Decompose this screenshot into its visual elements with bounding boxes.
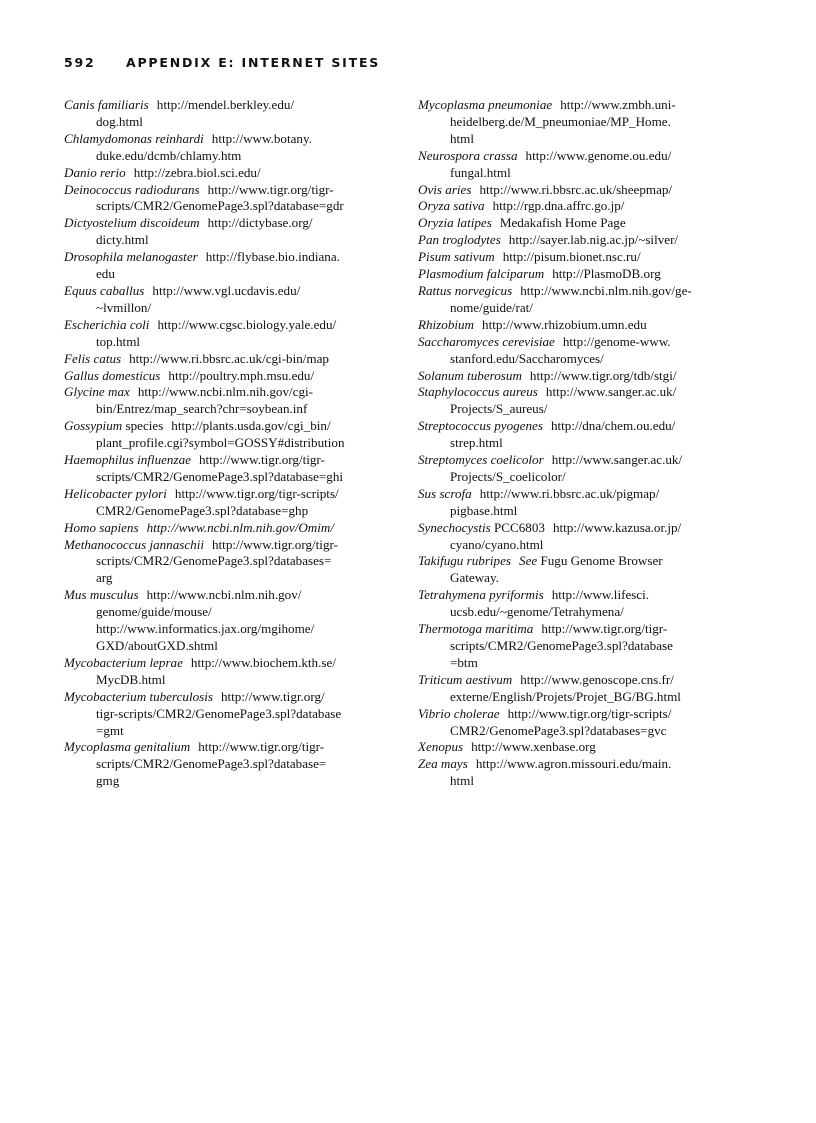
- directory-entry: [418, 486, 758, 520]
- directory-entry: [64, 520, 402, 537]
- site-url: http://rgp.dna.affrc.go.jp/: [492, 198, 625, 214]
- site-url: strep.html: [450, 435, 503, 451]
- site-url: http://www.tigr.org/tigr-: [212, 536, 338, 552]
- site-url: stanford.edu/Saccharomyces/: [450, 350, 604, 366]
- organism-name: Vibrio cholerae: [418, 705, 500, 721]
- organism-name: Triticum aestivum: [418, 671, 513, 687]
- organism-name: Gossypium: [64, 418, 123, 434]
- site-url: Projects/S_coelicolor/: [450, 468, 566, 484]
- directory-entry: [64, 97, 402, 131]
- site-url: http://www.ri.bbsrc.ac.uk/sheepmap/: [479, 181, 673, 197]
- directory-entry: [418, 334, 758, 368]
- site-url: http://www.cgsc.biology.yale.edu/: [157, 316, 337, 332]
- organism-name: Streptococcus pyogenes: [418, 418, 543, 434]
- site-url: http://www.genome.ou.edu/: [525, 147, 672, 163]
- site-url: Projects/S_aureus/: [450, 401, 548, 417]
- site-url: http://www.rhizobium.umn.edu: [482, 316, 647, 332]
- organism-name: Solanum tuberosum: [418, 367, 522, 383]
- organism-name: Synechocystis: [418, 519, 491, 535]
- organism-name: Homo sapiens: [64, 519, 139, 535]
- organism-name: Deinococcus radiodurans: [64, 181, 200, 197]
- directory-entry: [64, 452, 402, 486]
- site-url: http://www.lifesci.: [551, 587, 650, 603]
- directory-entry: [64, 249, 402, 283]
- site-url: scripts/CMR2/GenomePage3.spl?database=ghi: [96, 468, 344, 484]
- organism-name: Haemophilus influenzae: [64, 452, 191, 468]
- organism-name: Helicobacter pylori: [64, 485, 167, 501]
- site-url: http://dna/chem.ou.edu/: [550, 418, 676, 434]
- organism-name: Mycobacterium tuberculosis: [64, 688, 213, 704]
- site-url: http://www.agron.missouri.edu/main.: [475, 756, 672, 772]
- site-url: http://www.ncbi.nlm.nih.gov/: [146, 587, 302, 603]
- directory-entry: [418, 553, 758, 587]
- directory-entry: [418, 739, 758, 756]
- directory-entry: [64, 317, 402, 351]
- organism-name: Methanococcus jannaschii: [64, 536, 204, 552]
- directory-entry: [418, 283, 758, 317]
- see-reference: See: [519, 553, 538, 569]
- directory-entry: [418, 384, 758, 418]
- site-url: http://www.tigr.org/tigr-scripts/: [174, 485, 339, 501]
- site-url: http://www.ncbi.nlm.nih.gov/cgi-: [137, 384, 313, 400]
- site-url: =btm: [450, 654, 478, 670]
- organism-name: Escherichia coli: [64, 316, 150, 332]
- directory-entry: [64, 587, 402, 655]
- site-url: http://www.vgl.ucdavis.edu/: [152, 282, 301, 298]
- site-url: http://sayer.lab.nig.ac.jp/~silver/: [508, 232, 679, 248]
- site-url: GXD/aboutGXD.shtml: [96, 638, 218, 653]
- directory-entry: [64, 739, 402, 790]
- site-url: =gmt: [96, 722, 124, 738]
- directory-entry: [418, 706, 758, 740]
- directory-entry: [418, 249, 758, 266]
- site-url: http://www.ri.bbsrc.ac.uk/pigmap/: [479, 485, 660, 501]
- site-url: html: [450, 130, 475, 146]
- site-url: html: [450, 773, 475, 789]
- organism-name: Streptomyces coelicolor: [418, 452, 544, 468]
- site-url: nome/guide/rat/: [450, 299, 533, 315]
- organism-name: Felis catus: [64, 350, 122, 366]
- organism-name: Xenopus: [418, 739, 464, 755]
- directory-entry: [64, 655, 402, 689]
- site-url: bin/Entrez/map_search?chr=soybean.inf: [96, 401, 308, 417]
- directory-entry: [64, 283, 402, 317]
- organism-name: Drosophila melanogaster: [64, 249, 198, 265]
- site-url: http://www.xenbase.org: [471, 739, 596, 755]
- organism-name: Sus scrofa: [418, 485, 472, 501]
- site-url: http://www.informatics.jax.org/mgihome/: [96, 621, 315, 637]
- directory-entry: [418, 232, 758, 249]
- site-url: scripts/CMR2/GenomePage3.spl?database=gdr: [96, 198, 344, 214]
- directory-entry: [418, 317, 758, 334]
- organism-name: Pisum sativum: [418, 249, 495, 265]
- site-url: http://www.tigr.org/tigr-: [207, 181, 334, 197]
- organism-name: Mus musculus: [64, 587, 139, 603]
- running-header: [64, 54, 380, 72]
- organism-name: Oryzia latipes: [418, 215, 492, 231]
- site-url: edu: [96, 266, 115, 282]
- site-url: CMR2/GenomePage3.spl?database=ghp: [96, 502, 309, 518]
- site-url: http://www.tigr.org/tigr-scripts/: [507, 705, 672, 721]
- site-url: externe/English/Projets/Projet_BG/BG.html: [450, 688, 681, 704]
- directory-entry: [418, 418, 758, 452]
- site-url: heidelberg.de/M_pneumoniae/MP_Home.: [450, 113, 671, 129]
- site-url: http://www.ncbi.nlm.nih.gov/ge-: [520, 282, 692, 298]
- site-url: Gateway.: [450, 570, 499, 586]
- organism-qualifier: PCC6803: [494, 519, 545, 535]
- site-url: cyano/cyano.html: [450, 536, 544, 552]
- site-url: http://www.ncbi.nlm.nih.gov/Omim/: [146, 519, 334, 535]
- directory-entry: [418, 266, 758, 283]
- organism-name: Canis familiaris: [64, 97, 149, 112]
- organism-name: Tetrahymena pyriformis: [418, 587, 544, 603]
- directory-entry: [418, 215, 758, 232]
- organism-name: Ovis aries: [418, 181, 472, 197]
- site-url: http://www.biochem.kth.se/: [190, 654, 336, 670]
- directory-entry: [418, 368, 758, 385]
- site-url: http://poultry.mph.msu.edu/: [168, 367, 315, 383]
- site-url: scripts/CMR2/GenomePage3.spl?database=: [96, 756, 327, 772]
- site-url: scripts/CMR2/GenomePage3.spl?database: [450, 638, 673, 653]
- site-url: dicty.html: [96, 232, 149, 248]
- site-url: http://www.kazusa.or.jp/: [552, 519, 682, 535]
- site-url: Medakafish Home Page: [499, 215, 626, 231]
- site-url: scripts/CMR2/GenomePage3.spl?databases=: [96, 553, 332, 569]
- site-url: http://www.tigr.org/tdb/stgi/: [529, 367, 677, 383]
- organism-name: Danio rerio: [64, 164, 126, 180]
- directory-entry: [64, 689, 402, 740]
- organism-name: Plasmodium falciparum: [418, 266, 545, 282]
- site-url: http://mendel.berkley.edu/: [156, 97, 295, 112]
- site-url: http://zebra.biol.sci.edu/: [133, 164, 261, 180]
- directory-entry: [418, 452, 758, 486]
- site-url: tigr-scripts/CMR2/GenomePage3.spl?database: [96, 705, 342, 721]
- organism-name: Takifugu rubripes: [418, 553, 512, 569]
- organism-name: Equus caballus: [64, 282, 145, 298]
- organism-name: Neurospora crassa: [418, 147, 518, 163]
- directory-entry: [418, 672, 758, 706]
- page-number: 592: [64, 55, 96, 70]
- left-column: [64, 97, 402, 790]
- directory-entry: [418, 621, 758, 672]
- directory-entry: [418, 587, 758, 621]
- organism-name: Oryza sativa: [418, 198, 485, 214]
- organism-qualifier: species: [125, 418, 164, 434]
- directory-entry: [64, 368, 402, 385]
- directory-entry: [64, 182, 402, 216]
- organism-name: Rhizobium: [418, 316, 475, 332]
- directory-entry: [418, 756, 758, 790]
- directory-entry: [64, 418, 402, 452]
- site-url: http://pisum.bionet.nsc.ru/: [502, 249, 641, 265]
- site-url: http://www.botany.: [211, 130, 312, 146]
- organism-name: Gallus domesticus: [64, 367, 161, 383]
- site-url: http://www.zmbh.uni-: [560, 97, 676, 112]
- organism-name: Mycoplasma pneumoniae: [418, 97, 553, 112]
- site-url: fungal.html: [450, 164, 511, 180]
- organism-name: Glycine max: [64, 384, 130, 400]
- organism-name: Thermotoga maritima: [418, 621, 534, 637]
- site-url: arg: [96, 570, 113, 586]
- site-url: top.html: [96, 333, 141, 349]
- site-url: duke.edu/dcmb/chlamy.htm: [96, 147, 242, 163]
- site-url: genome/guide/mouse/: [96, 604, 212, 620]
- site-url: http://genome-www.: [562, 333, 671, 349]
- site-url: http://www.tigr.org/tigr-: [541, 621, 668, 637]
- site-url: http://www.ri.bbsrc.ac.uk/cgi-bin/map: [129, 350, 329, 366]
- site-url: http://PlasmoDB.org: [552, 266, 661, 282]
- site-url: Fugu Genome Browser: [540, 553, 663, 569]
- directory-entry: [64, 384, 402, 418]
- site-url: ~lvmillon/: [96, 299, 152, 315]
- directory-entry: [64, 215, 402, 249]
- site-url: http://www.tigr.org/: [220, 688, 325, 704]
- site-url: MycDB.html: [96, 671, 166, 687]
- directory-entry: [418, 198, 758, 215]
- site-url: http://plants.usda.gov/cgi_bin/: [171, 418, 331, 434]
- organism-name: Staphylococcus aureus: [418, 384, 538, 400]
- site-url: pigbase.html: [450, 502, 518, 518]
- organism-name: Mycoplasma genitalium: [64, 739, 191, 755]
- site-url: http://dictybase.org/: [207, 215, 313, 231]
- directory-entry: [418, 520, 758, 554]
- organism-name: Dictyostelium discoideum: [64, 215, 200, 231]
- site-url: http://www.sanger.ac.uk/: [551, 452, 683, 468]
- site-url: http://www.sanger.ac.uk/: [545, 384, 677, 400]
- site-url: http://www.genoscope.cns.fr/: [520, 671, 674, 687]
- organism-name: Rattus norvegicus: [418, 282, 513, 298]
- directory-entry: [418, 97, 758, 148]
- organism-name: Saccharomyces cerevisiae: [418, 333, 555, 349]
- directory-entry: [64, 351, 402, 368]
- site-url: gmg: [96, 773, 120, 789]
- organism-name: Chlamydomonas reinhardi: [64, 130, 204, 146]
- directory-entry: [64, 131, 402, 165]
- directory-entry: [64, 486, 402, 520]
- directory-entry: [418, 148, 758, 182]
- directory-entry: [64, 537, 402, 588]
- organism-name: Mycobacterium leprae: [64, 654, 183, 670]
- organism-name: Zea mays: [418, 756, 468, 772]
- chapter-title: APPENDIX E: INTERNET SITES: [126, 55, 381, 70]
- site-url: http://flybase.bio.indiana.: [205, 249, 340, 265]
- organism-name: Pan troglodytes: [418, 232, 501, 248]
- right-column: [418, 97, 758, 790]
- site-url: CMR2/GenomePage3.spl?databases=gvc: [450, 722, 667, 738]
- site-url: http://www.tigr.org/tigr-: [198, 739, 325, 755]
- site-url: http://www.tigr.org/tigr-: [198, 452, 325, 468]
- site-url: plant_profile.cgi?symbol=GOSSY#distribution: [96, 435, 345, 451]
- site-url: ucsb.edu/~genome/Tetrahymena/: [450, 604, 624, 620]
- site-url: dog.html: [96, 113, 143, 129]
- directory-entry: [64, 165, 402, 182]
- directory-entry: [418, 182, 758, 199]
